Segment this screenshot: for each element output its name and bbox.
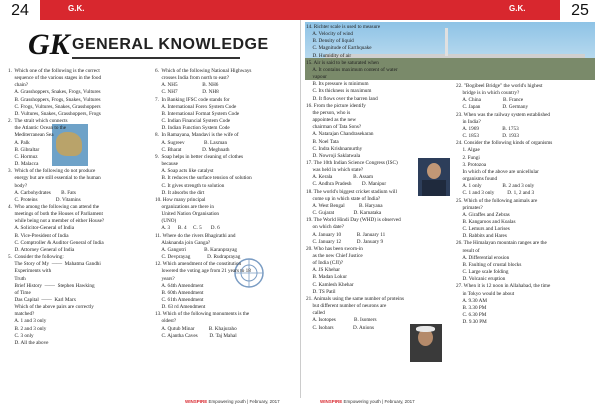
question-line: C. Hormuz: [8, 153, 38, 160]
question-line: 13. Which of the following monuments is the: [155, 311, 250, 318]
question-line: 3. Protozoa: [456, 161, 487, 168]
question-line: because: [155, 161, 178, 168]
question-line: 5. Consider the following:: [8, 254, 64, 261]
question-line: on which date?: [306, 224, 344, 231]
question-line: B. Its pressure is minimum: [306, 81, 369, 88]
question-line: 6. Which of the following National Highways: [155, 68, 252, 74]
question-line: B. It reduces the surface tension of solution: [155, 175, 252, 182]
question-line: organizations are there in: [155, 203, 214, 210]
question-line: B. 60th Amendment: [155, 289, 204, 296]
question-line: A. Solicitor-General of India: [8, 225, 75, 232]
question-line: D. Indian Function System Code: [155, 125, 230, 132]
question-line: C. Kamlesh Khehar: [306, 281, 354, 288]
question-line: 27. When it is 12 noon in Allahabad, the time: [456, 283, 551, 290]
question-line: C. Bharat D. Meghnath: [155, 146, 230, 153]
question-line: C. Magnitude of Earthquake: [306, 45, 372, 52]
question-line: D. TS Patil: [306, 288, 336, 295]
question-line: D. Rabbits and Hares: [456, 233, 507, 240]
question-line: A. Velocity of wind: [306, 31, 354, 38]
question-line: A. 1 only B. 2 and 3 only: [456, 183, 535, 190]
question-line: C. Lemurs and Lorises: [456, 226, 510, 233]
question-line: 25. Which of the following animals are: [456, 197, 538, 204]
page-title: GENERAL KNOWLEDGE: [72, 36, 269, 53]
question-line: C. Isobars D. Anions: [306, 324, 375, 331]
question-line: Mediterranean Sea: [8, 132, 54, 139]
question-line: crosses India from north to east?: [155, 75, 230, 82]
question-line: Brief History —— Stephen Hawking: [8, 282, 95, 289]
question-line: of India (CJI)?: [306, 260, 344, 267]
question-line: C. 1 and 3 only D. 1, 2 and 3: [456, 190, 535, 197]
question-line: Experiments with: [8, 268, 52, 275]
question-line: C. NH7 D. NH8: [155, 89, 219, 96]
question-line: D. Nowroji Saklatwala: [306, 152, 361, 159]
question-line: A. Grasshoppers, Snakes, Frogs, Vultures: [8, 89, 101, 96]
question-line: years?: [155, 275, 175, 282]
question-line: organisms found: [456, 176, 498, 183]
question-column-2: [155, 68, 300, 340]
question-line: 16. From the picture identify: [306, 102, 366, 109]
question-line: D. All the above: [8, 339, 49, 346]
question-line: 23. When was the railway system established: [456, 111, 550, 118]
question-line: 12. Which amendment of the constitution: [155, 261, 242, 268]
question-line: C. Ajantha Caves D. Taj Mahal: [155, 332, 237, 339]
question-line: A. Natarajan Chandrasekaran: [306, 131, 374, 138]
question-line: D. It flows over the barren land: [306, 95, 378, 102]
question-line: primates?: [456, 204, 483, 211]
question-line: B. Gibraltar: [8, 146, 40, 153]
question-line: meetings of both the Houses of Parliament: [8, 211, 103, 218]
question-line: 8. In Ramayana, Mandavi is the wife of: [155, 132, 239, 139]
question-line: C. It gives strength to solution: [155, 182, 225, 189]
question-line: A. 3 B. 4 C. 5 D. 6: [155, 225, 220, 232]
question-column-3: [306, 24, 450, 332]
question-line: chain?: [8, 82, 29, 89]
question-line: 21. Animals using the same number of proteins: [306, 295, 404, 302]
question-line: D. It absorbs the dirt: [155, 189, 205, 196]
left-section-label: G.K.: [68, 4, 85, 13]
question-line: D. Attorney General of India: [8, 246, 75, 253]
question-line: matched?: [8, 311, 35, 318]
question-line: A. Soap acts like catalyst: [155, 168, 214, 175]
question-line: Truth: [8, 275, 26, 282]
question-line: B. 2 and 3 only: [8, 325, 47, 332]
question-line: Das Capital —— Karl Marx: [8, 297, 77, 303]
question-line: 10. How many principal: [155, 196, 206, 203]
question-line: A. It contains maximum content of water: [306, 66, 398, 73]
question-line: A. Isotopes B. Isomers: [306, 317, 377, 324]
question-line: A. Sugreev B. Laxman: [155, 139, 228, 146]
question-line: in Tokyo would be about: [456, 290, 515, 297]
question-line: appointed as the new: [306, 117, 357, 124]
question-line: Which of the above pairs are correctly: [8, 304, 94, 311]
question-line: B. International Format System Code: [155, 110, 240, 117]
left-page-number: 24: [0, 0, 40, 22]
question-line: B. Noel Tata: [306, 138, 339, 145]
question-line: was held in which state?: [306, 167, 364, 174]
question-line: B. Vice-President of India: [8, 232, 69, 239]
question-line: come up in which state of India?: [306, 195, 381, 202]
question-line: but different number of neurons are: [306, 303, 387, 310]
question-line: D. Volcanic eruption: [456, 276, 506, 283]
question-line: 2. The strait which connects: [8, 118, 68, 125]
right-page-number: 25: [560, 0, 600, 22]
question-line: A. Palk: [8, 139, 30, 146]
question-line: 26. The Himalayan mountain ranges are the: [456, 240, 547, 247]
question-line: 11. Where do the rivers Bhagirathi and: [155, 232, 236, 239]
question-column-4: [456, 83, 598, 326]
question-line: C. Large scale folding: [456, 269, 509, 276]
question-line: A. January 10 B. January 11: [306, 231, 386, 238]
question-line: C. January 12 D. January 9: [306, 238, 384, 245]
question-line: of Time: [8, 289, 31, 296]
question-line: 18. The world's biggest cricket stadium will: [306, 188, 397, 195]
question-line: (UNO): [155, 218, 177, 225]
question-line: C. Indra Krishnamurthy: [306, 145, 363, 152]
question-line: 3. Which of the following do not produce: [8, 168, 96, 175]
question-line: A. 64th Amendment: [155, 282, 204, 289]
question-line: The Story of My —— Mahatma Gandhi: [8, 261, 101, 268]
question-line: A. 1969 B. 1753: [456, 125, 519, 132]
question-line: B. Density of liquid: [306, 38, 354, 45]
page-divider: [300, 20, 301, 398]
question-line: Alaknanda join Ganga?: [155, 239, 211, 246]
question-line: 9. Soap helps in better cleaning of clothes: [155, 153, 244, 160]
question-line: A. Kerala B. Assam: [306, 174, 373, 181]
question-line: D. Humidity of air: [306, 52, 352, 59]
question-line: A. JS Khehar: [306, 267, 341, 274]
question-line: the Atlantic Ocean to the: [8, 125, 67, 132]
question-line: vapour: [306, 74, 327, 81]
question-line: C. 3 only: [8, 332, 34, 339]
question-line: result of: [456, 247, 480, 254]
question-line: United Nation Organisation: [155, 211, 220, 218]
question-line: A. NH5 B. NH6: [155, 82, 219, 89]
question-line: C. Comptroller & Auditor General of India: [8, 239, 104, 246]
question-line: sequence of the various stages in the food: [8, 75, 102, 82]
question-line: A. Differential erosion: [456, 254, 510, 261]
title-underline: [72, 57, 240, 59]
question-line: energy but are still essential to the human: [8, 175, 101, 182]
question-line: A. 9.30 AM: [456, 297, 487, 304]
question-line: 17. The 10th Indian Science Congress (ISC): [306, 159, 398, 166]
question-line: C. Gujarat D. Karnataka: [306, 210, 382, 217]
gk-logo: GK: [28, 28, 70, 61]
question-line: 14. Richter scale is used to measure: [306, 24, 381, 30]
question-line: C. Devprayag D. Rudraprayag: [155, 254, 241, 261]
question-line: lowered the voting age from 21 years to 18: [155, 268, 251, 275]
question-line: A. Gangotri B. Karanprayag: [155, 246, 237, 253]
question-line: 20. Who has been sworn-in: [306, 245, 363, 252]
question-line: D. Vultures, Snakes, Grasshoppers, Frogs: [8, 110, 101, 117]
question-line: B. Faulting of crustal blocks: [456, 261, 522, 268]
question-line: 22. "Bogibeel Bridge" the world's highest: [456, 83, 543, 89]
question-line: D. 9.30 PM: [456, 319, 487, 326]
left-footer: WINSPIRE Empowering youth | February, 2017: [185, 399, 280, 404]
question-line: C. Frogs, Vultures, Snakes, Grasshoppers: [8, 103, 101, 110]
question-column-1: [8, 68, 148, 347]
question-line: B. Kangaroos and Koalas: [456, 218, 516, 225]
question-line: 7. In Banking IFSC code stands for: [155, 96, 230, 103]
question-line: A. West Bengal B. Haryana: [306, 202, 383, 209]
question-line: 15. Air is said to be saturated when: [306, 59, 379, 66]
question-line: B. Madan Lokur: [306, 274, 347, 281]
question-line: C. 6.30 PM: [456, 312, 487, 318]
question-line: 24. Consider the following kinds of organisms: [456, 140, 553, 147]
question-line: A. Giraffes and Zebras: [456, 211, 510, 218]
question-line: C. 1853 D. 1933: [456, 133, 519, 140]
question-line: chairman of Tata Sons?: [306, 124, 362, 131]
right-footer: WINSPIRE Empowering youth | February, 2017: [320, 399, 415, 404]
question-line: D. 63 rd Amendment: [155, 304, 206, 311]
question-line: body?: [8, 182, 28, 189]
question-line: 2. Fungi: [456, 154, 480, 161]
question-line: bridge is in which country?: [456, 90, 520, 97]
question-line: 1. Algae: [456, 147, 480, 154]
question-line: A. 1 and 3 only: [8, 318, 47, 325]
question-line: oldest?: [155, 318, 177, 325]
right-section-label: G.K.: [509, 4, 526, 13]
question-line: as the new Chief Justice: [306, 253, 363, 259]
question-line: C. 61th Amendment: [155, 297, 204, 303]
question-line: A. Qutub Minar B. Khajuraho: [155, 325, 237, 332]
question-line: 4. Who among the following can attend the: [8, 203, 100, 210]
question-line: C. Andhra Pradesh D. Manipur: [306, 181, 387, 188]
question-line: C. Its thickness is maximum: [306, 88, 372, 95]
question-line: while being not a member of either House?: [8, 218, 105, 225]
question-line: in India?: [456, 118, 481, 125]
question-line: C. Proteins D. Vitamins: [8, 196, 81, 203]
question-line: In which of the above are unicellular: [456, 168, 539, 175]
question-line: called: [306, 310, 325, 317]
question-line: A. China B. France: [456, 97, 524, 104]
question-line: the person, who is: [306, 109, 351, 116]
question-line: D. Malacca: [8, 161, 39, 168]
question-line: 1. Which one of the following is the correct: [8, 68, 100, 74]
question-line: C. Japan D. Germany: [456, 104, 529, 111]
question-line: B. Grasshoppers, Frogs, Snakes, Vultures: [8, 96, 101, 103]
question-line: 19. The World Hindi Day (WHD) is observed: [306, 217, 401, 224]
question-line: B. 3.30 PM: [456, 304, 487, 311]
question-line: C. Indian Financial System Code: [155, 118, 231, 125]
question-line: A. International Forex System Code: [155, 103, 237, 110]
question-line: A. Carbohydrates B. Fats: [8, 189, 76, 196]
